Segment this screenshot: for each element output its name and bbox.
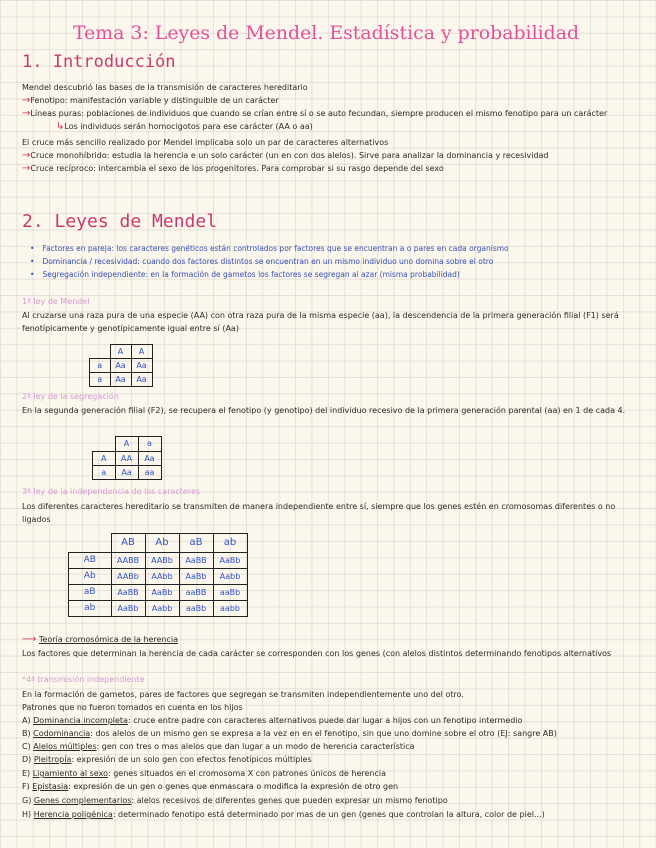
- genotype-cell: Aa: [110, 358, 131, 372]
- pattern-term: Epistasia: [32, 782, 69, 791]
- gamete-header: Ab: [145, 534, 179, 553]
- genotype-cell: Aa: [138, 451, 161, 465]
- genotype-cell: AaBb: [111, 600, 145, 616]
- law3-text: Los diferentes caracteres hereditario se transmiten de manera independiente entre sí, siempre que los genes estén en cromosomas diferentes o no ligados: [22, 502, 616, 524]
- gamete-header: Ab: [69, 568, 112, 584]
- hook-arrow-icon: ↳: [56, 121, 65, 132]
- note-text: Cruce monohíbrido: estudia la herencia e un solo carácter (un en con dos alelos). Sirve para analizar la dominancia y recesividad: [30, 151, 549, 160]
- pattern-item: D) Pleitropía: expresión de un solo gen con efectos fenotípicos múltiples: [22, 755, 312, 764]
- allele-header: a: [138, 437, 161, 452]
- note-text: Los individuos serán homocigotos para ese carácter (AA o aa): [64, 122, 313, 131]
- genotype-cell: Aa: [131, 372, 152, 386]
- note-text: Cruce recíproco: intercambia el sexo de los progenitores. Para comprobar si su rasgo depende del sexo: [30, 164, 444, 173]
- arrow-icon: →: [22, 150, 31, 161]
- theory-text: Los factores que determinan la herencia de cada carácter se corresponden con los genes (con alelos distintos determinando fenotipos alternativos: [22, 649, 612, 658]
- pattern-item: H) Herencia poligénica: determinado fenotipo está determinado por mas de un gen (genes que controlan la altura, color de piel...): [22, 810, 545, 819]
- pattern-term: Ligamiento al sexo: [32, 769, 108, 778]
- patterns-intro: Patrones que no fueron tomados en cuenta en los hijos: [22, 703, 243, 712]
- genotype-cell: AABb: [111, 568, 145, 584]
- arrow-icon: →: [22, 163, 31, 174]
- genotype-cell: AaBb: [213, 552, 247, 568]
- pattern-term: Codominancia: [33, 729, 91, 738]
- list-item: • Segregación independiente: en la formación de gametos los factores se segregan al azar (misma probabilidad): [30, 268, 509, 281]
- arrow-icon: →: [22, 95, 31, 106]
- gamete-header: ab: [69, 600, 112, 616]
- allele-header: a: [93, 465, 116, 479]
- gamete-header: AB: [69, 552, 112, 568]
- allele-header: a: [90, 372, 111, 386]
- genotype-cell: AABB: [111, 552, 145, 568]
- genotype-cell: Aabb: [145, 600, 179, 616]
- law2-text: En la segunda generación filial (F2), se recupera el fenotipo (y genotipo) del individuo recesivo de la primera generación parental (aa) en 1 de cada 4.: [22, 406, 626, 415]
- allele-header: A: [93, 451, 116, 465]
- punnett-table-law3: [68, 533, 248, 617]
- arrow-icon: ⟶: [22, 634, 37, 645]
- genotype-cell: AA: [115, 451, 138, 465]
- pattern-item: B) Codominancia: dos alelos de un mismo gen se expresa a la vez en en el fenotipo, sin que uno domine sobre el otro (EJ: sangre AB): [22, 729, 557, 738]
- genotype-cell: Aa: [131, 358, 152, 372]
- genotype-cell: AaBb: [179, 568, 213, 584]
- genotype-cell: AAbb: [145, 568, 179, 584]
- allele-header: A: [110, 345, 131, 359]
- note-homocigotos: [56, 121, 313, 132]
- law3-title: 3ª ley de la independencia de los caracteres: [22, 487, 201, 496]
- cruce-sencillo-text: El cruce más sencillo realizado por Mendel implicaba solo un par de caracteres alternativos: [22, 138, 389, 147]
- punnett-table-law1: [89, 344, 153, 387]
- page-title: Tema 3: Leyes de Mendel. Estadística y probabilidad: [72, 22, 580, 44]
- list-item: • Dominancia / recesividad: cuando dos factores distintos se encuentran en un mismo individuo uno domina sobre el otro: [30, 255, 509, 268]
- gamete-header: aB: [179, 534, 213, 553]
- pattern-item: A) Dominancia incompleta: cruce entre padre con caracteres alternativos puede dar lugar a hijos con un fenotipo intermedio: [22, 716, 523, 725]
- genotype-cell: aaBb: [179, 600, 213, 616]
- arrow-icon: →: [22, 108, 31, 119]
- genotype-cell: aa: [138, 465, 161, 479]
- genotype-cell: aaBb: [213, 584, 247, 600]
- genotype-cell: aaBB: [179, 584, 213, 600]
- allele-header: A: [131, 345, 152, 359]
- pattern-item: E) Ligamiento al sexo: genes situados en el cromosoma X con patrones únicos de herencia: [22, 769, 386, 778]
- pattern-term: Alelos múltiples: [33, 742, 97, 751]
- pattern-item: F) Epistasia: expresión de un gen o genes que enmascara o modifica la expresión de otro gen: [22, 782, 399, 791]
- genotype-cell: Aa: [110, 372, 131, 386]
- genotype-cell: Aabb: [213, 568, 247, 584]
- gamete-header: aB: [69, 584, 112, 600]
- intro-text: Mendel descubrió las bases de la transmisión de caracteres hereditario: [22, 83, 308, 92]
- pattern-term: Dominancia incompleta: [33, 716, 128, 725]
- note-monohibrido: [22, 150, 549, 161]
- pattern-item: G) Genes complementarios: alelos recesivos de diferentes genes que pueden expresar un mismo fenotipo: [22, 796, 448, 805]
- law2-title: 2ª ley de la segregación: [22, 392, 119, 401]
- gamete-header: ab: [213, 534, 247, 553]
- note-fenotipo: [22, 95, 279, 106]
- pattern-term: Pleitropía: [33, 755, 72, 764]
- pattern-term: Herencia poligénica: [33, 810, 113, 819]
- section-heading-leyes: 2. Leyes de Mendel: [22, 211, 218, 232]
- section-heading-introduccion: 1. Introducción: [22, 52, 176, 72]
- genotype-cell: AaBb: [145, 584, 179, 600]
- law1-title: 1ª ley de Mendel: [22, 297, 90, 306]
- note-lineas-puras: [22, 108, 607, 119]
- genotype-cell: Aa: [115, 465, 138, 479]
- gamete-header: AB: [111, 534, 145, 553]
- allele-header: a: [90, 358, 111, 372]
- pattern-item: C) Alelos múltiples: gen con tres o mas alelos que dan lugar a un modo de herencia característica: [22, 742, 415, 751]
- note-text: Líneas puras: poblaciones de individuos que cuando se crían entre sí o se auto fecundan, siempre producen el mismo fenotipo para un carácter: [30, 109, 608, 118]
- theory-title: Teoría cromosómica de la herencia: [38, 635, 179, 644]
- list-item: • Factores en pareja: los caracteres genéticos están controlados por factores que se encuentran a o pares en cada organismo: [30, 242, 509, 255]
- law4-title: *4ª transmisión independiente: [22, 675, 145, 684]
- theory-heading: [22, 634, 178, 645]
- punnett-table-law2: [92, 436, 162, 480]
- law4-text: En la formación de gametos, pares de factores que segregan se transmiten independientemente uno del otro.: [22, 690, 464, 699]
- genotype-cell: AaBB: [111, 584, 145, 600]
- note-text: Fenotipo: manifestación variable y distinguible de un carácter: [30, 96, 279, 105]
- allele-header: A: [115, 437, 138, 452]
- genotype-cell: aabb: [213, 600, 247, 616]
- genotype-cell: AABb: [145, 552, 179, 568]
- genotype-cell: AaBB: [179, 552, 213, 568]
- pattern-term: Genes complementarios: [33, 796, 132, 805]
- note-reciproco: [22, 163, 444, 174]
- law1-text: Al cruzarse una raza pura de una especie (AA) con otra raza pura de la misma especie (aa), la descendencia de la primera generación filial (F1) será fenotípicamente y genotípicamente igual entre sí (Aa): [22, 311, 619, 333]
- principles-list: [30, 242, 509, 281]
